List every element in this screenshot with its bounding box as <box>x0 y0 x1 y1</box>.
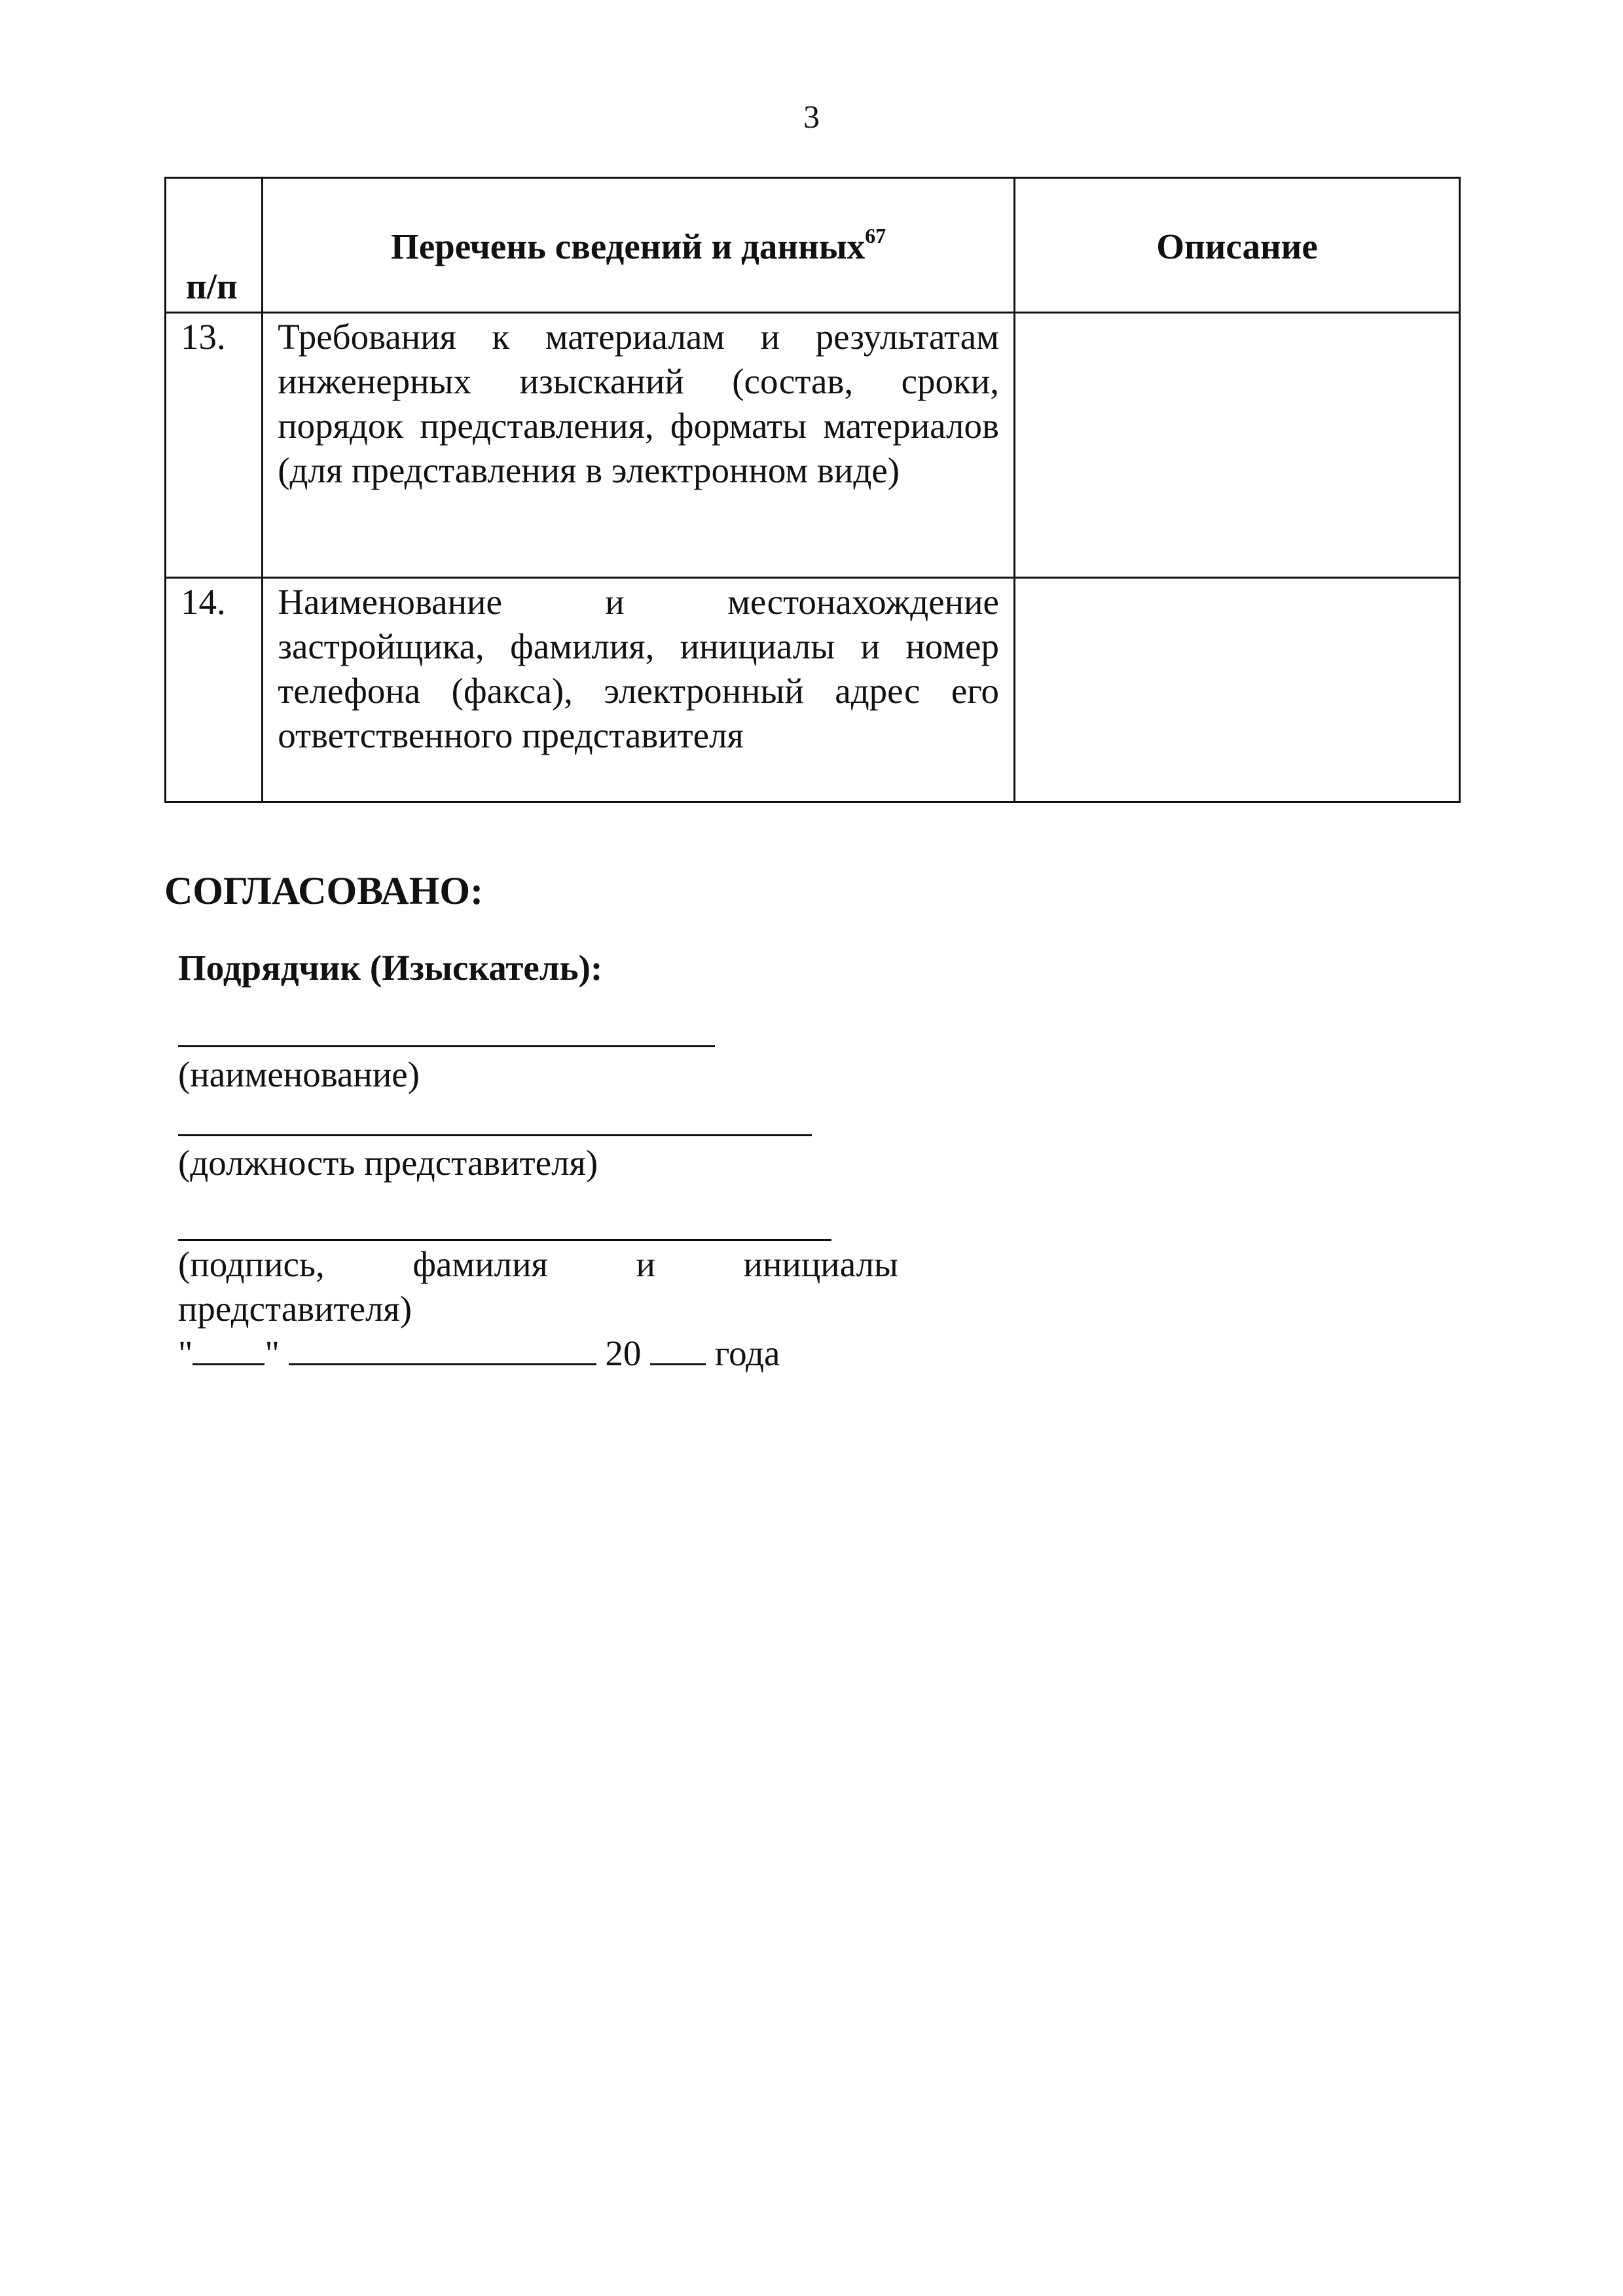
signature-caption: (подпись, фамилия и инициалы <box>178 1244 898 1284</box>
table-row <box>166 578 1460 802</box>
contractor-title: Подрядчик (Изыскатель): <box>178 948 603 988</box>
year-blank <box>650 1331 706 1365</box>
table-row <box>166 313 1460 578</box>
row-text: Наименование и местонахождение застройщика, фамилия, инициалы и номер телефона (факса), электронный адрес его ответственного представителя <box>263 578 1015 802</box>
row-text: Требования к материалам и результатам инженерных изысканий (состав, сроки, порядок представления, форматы материалов (для представления в электронном виде) <box>263 313 1015 578</box>
signature-caption-continued: представителя) <box>178 1289 412 1329</box>
header-cell-list <box>263 178 1015 313</box>
signature-blank-line <box>178 1239 831 1241</box>
row-number: 14. <box>166 578 263 802</box>
date-line <box>178 1331 780 1376</box>
footnote-marker: 67 <box>865 224 886 247</box>
data-table <box>164 177 1461 803</box>
day-blank <box>192 1331 264 1365</box>
page-number: 3 <box>803 98 820 135</box>
header-cell-description <box>1014 178 1459 313</box>
date-year-word: года <box>714 1333 780 1373</box>
agreed-title: СОГЛАСОВАНО: <box>164 869 484 912</box>
position-blank-line <box>178 1134 812 1136</box>
header-num-label: п/п <box>186 266 238 306</box>
month-blank <box>289 1331 596 1365</box>
header-cell-num <box>166 178 263 313</box>
name-caption: (наименование) <box>178 1054 420 1094</box>
header-list-wrapper <box>263 224 1013 269</box>
header-list-label: Перечень сведений и данных <box>390 226 866 266</box>
header-description-label: Описание <box>1156 226 1318 266</box>
date-quote-open: " <box>178 1333 193 1373</box>
table-header-row <box>166 178 1460 313</box>
row-number: 13. <box>166 313 263 578</box>
name-blank-line <box>178 1045 715 1047</box>
row-description <box>1014 313 1459 578</box>
row-description <box>1014 578 1459 802</box>
date-century: 20 <box>605 1333 642 1373</box>
position-caption: (должность представителя) <box>178 1143 598 1183</box>
date-quote-close: " <box>264 1333 280 1373</box>
